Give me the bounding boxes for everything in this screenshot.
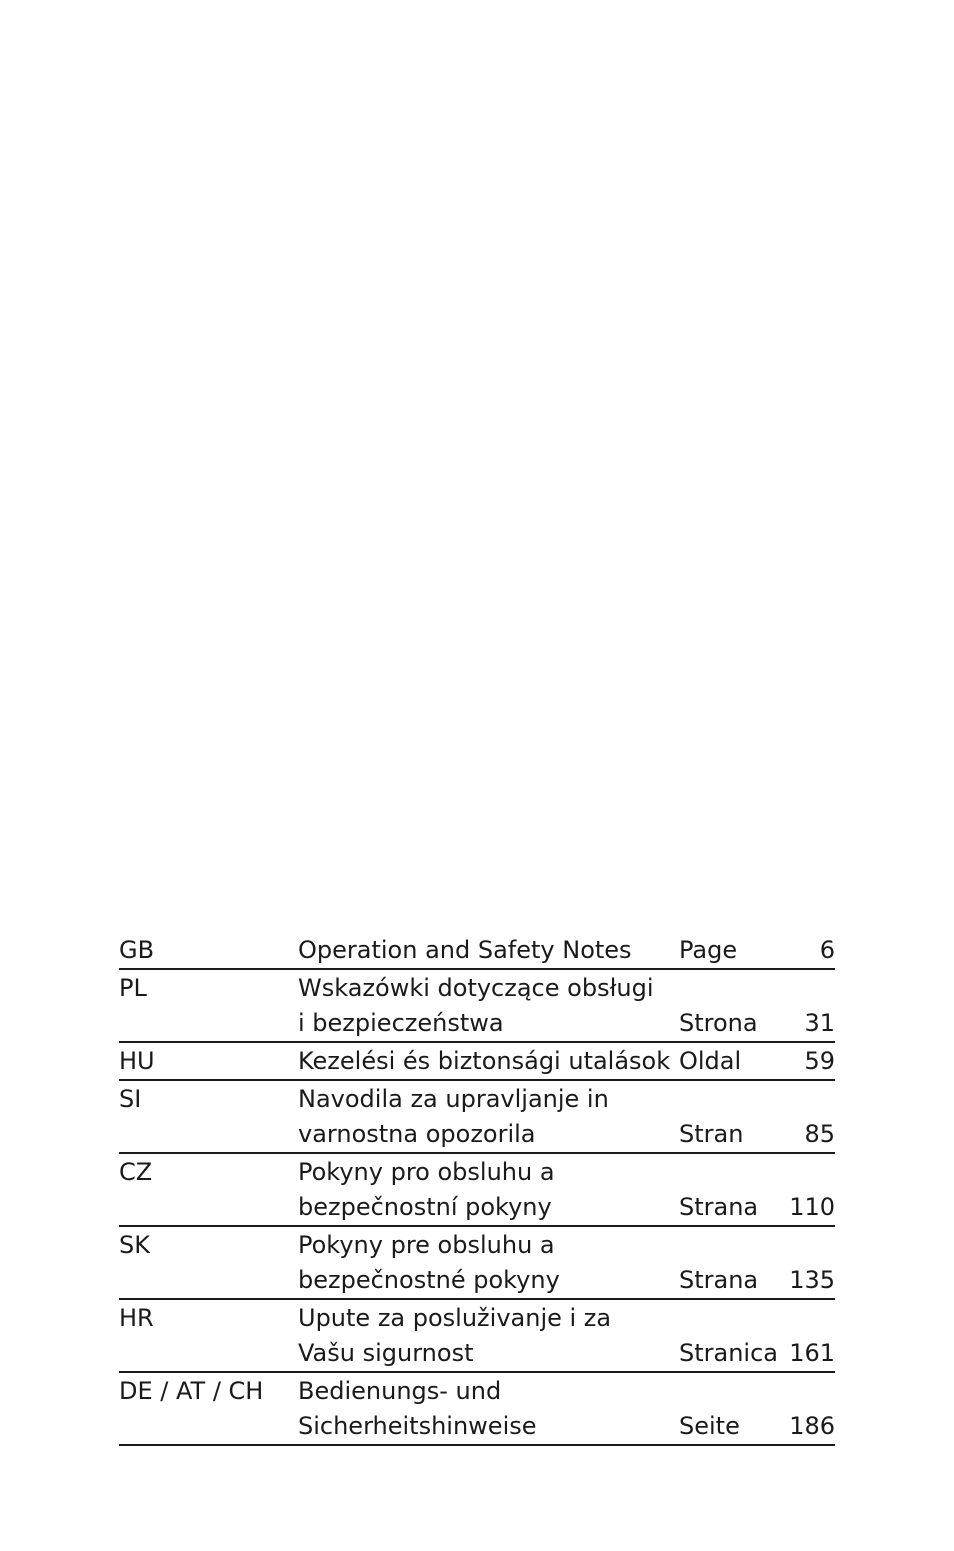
toc-line (119, 1301, 835, 1336)
toc-line (119, 971, 835, 1006)
page-label: Strana (679, 1193, 759, 1221)
page-label: Page (679, 936, 738, 964)
toc-line (119, 1155, 835, 1190)
language-code: GB (119, 936, 155, 964)
toc-line (119, 933, 835, 968)
section-title: Pokyny pre obsluhu a (298, 1231, 555, 1259)
language-code: HR (119, 1304, 154, 1332)
page-label: Oldal (679, 1047, 742, 1075)
table-of-contents (119, 932, 835, 1446)
page-number: 31 (804, 1009, 835, 1037)
section-title-continued: varnostna opozorila (298, 1120, 536, 1148)
language-code: CZ (119, 1158, 153, 1186)
section-title: Navodila za upravljanje in (298, 1085, 609, 1113)
page-label: Stran (679, 1120, 744, 1148)
toc-line (119, 1228, 835, 1263)
toc-row-cz[interactable] (119, 1155, 835, 1227)
toc-line (119, 1190, 835, 1225)
toc-line (119, 1006, 835, 1041)
section-title-continued: bezpečnostní pokyny (298, 1193, 552, 1221)
toc-line (119, 1263, 835, 1298)
toc-line (119, 1117, 835, 1152)
page-number: 135 (789, 1266, 835, 1294)
page-number: 85 (804, 1120, 835, 1148)
toc-row-sk[interactable] (119, 1228, 835, 1300)
toc-line (119, 1044, 835, 1079)
language-code: HU (119, 1047, 155, 1075)
page-label: Strona (679, 1009, 758, 1037)
section-title: Upute za posluživanje i za (298, 1304, 612, 1332)
toc-row-de-at-ch[interactable] (119, 1374, 835, 1446)
page-number: 59 (804, 1047, 835, 1075)
page-number: 6 (819, 936, 835, 964)
toc-row-gb[interactable] (119, 933, 835, 970)
section-title: Bedienungs- und (298, 1377, 502, 1405)
page-number: 186 (789, 1412, 835, 1440)
page-label: Seite (679, 1412, 740, 1440)
page-label: Strana (679, 1266, 759, 1294)
language-code: DE / AT / CH (119, 1377, 264, 1405)
section-title-continued: bezpečnostné pokyny (298, 1266, 560, 1294)
page-label: Stranica (679, 1339, 778, 1367)
toc-row-si[interactable] (119, 1082, 835, 1154)
page-number: 110 (789, 1193, 835, 1221)
section-title-continued: Vašu sigurnost (298, 1339, 474, 1367)
language-code: SK (119, 1231, 150, 1259)
page-number: 161 (789, 1339, 835, 1367)
section-title-continued: i bezpieczeństwa (298, 1009, 504, 1037)
toc-row-pl[interactable] (119, 971, 835, 1043)
section-title: Operation and Safety Notes (298, 936, 632, 964)
toc-line (119, 1374, 835, 1409)
section-title: Kezelési és biztonsági utalások (298, 1047, 671, 1075)
toc-row-hu[interactable] (119, 1044, 835, 1081)
language-code: SI (119, 1085, 142, 1113)
section-title-continued: Sicherheitshinweise (298, 1412, 537, 1440)
language-code: PL (119, 974, 147, 1002)
section-title: Wskazówki dotyczące obsługi (298, 974, 654, 1002)
toc-row-hr[interactable] (119, 1301, 835, 1373)
section-title: Pokyny pro obsluhu a (298, 1158, 555, 1186)
toc-line (119, 1082, 835, 1117)
toc-line (119, 1409, 835, 1444)
toc-line (119, 1336, 835, 1371)
